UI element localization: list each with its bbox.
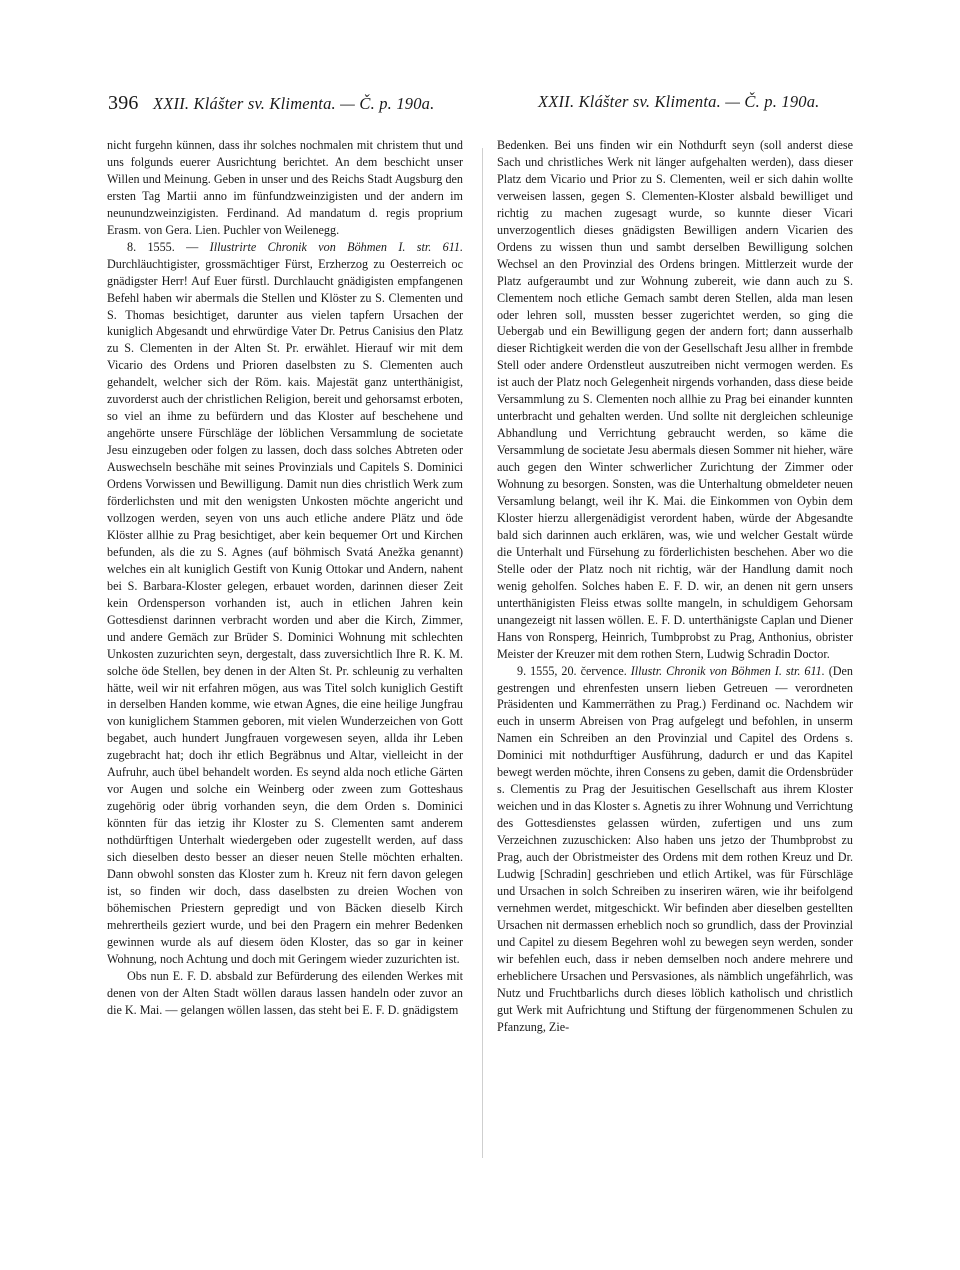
header-right bbox=[538, 92, 820, 112]
entry-8-lead: 8. 1555. — bbox=[127, 239, 210, 254]
right-column bbox=[497, 137, 853, 1036]
left-paragraph-2 bbox=[107, 239, 463, 968]
entry-8-text: Durchläuchtigister, grossmächtiger Fürst, Erzherzog zu Oesterreich oc gnädigster Herr! Auf Euer fürstl. Durchlaucht gnädigisten empfangenen Befehl haben wir abermals die Stellen und Klöster zu S. Clementen und S. Thomas besichtiget, darunter aus vielen tapfern Ursachen der kuniglich Abgesandt und ehrwürdige Vater Dr. Petrus Canisius den Platz zu S. Clementen in der Alten St. Pr. erwählet. Hierauf wir mit dem Vicario des Ordens und Prioren daselbsten zu S. Clementen auch gehandelt, welcher sich der Röm. kais. Majestät ganz unterthänigist, zuvorderst auch der christlichen Religion, bereit und gehorsamst erboten, so viel an ihme zu befürdern und das Kloster auf beschehene und angehörte unsere Fürschläge der löblichen Versammlung de societate Jesu einzugeben oder folgen zu lassen, doch dass solches Abtreten oder Auswechseln beschähe mit seines Provinzials und Capitels S. Dominici Ordens Vorwissen und Bewilligung. Damit nun dies christlich Werk zum förderlichsten und mit den wenigsten Unkosten möchte angericht und vollzogen werden, seyen von uns auch etliche andere Plätz und öde Klöster allhie zu Prag besichtiget, aber kein bequemer Ort und Kirchen befunden, als die zu S. Agnes (auf böhmisch Svatá Anežka genannt) welches ein alt kuniglich Gestift von Kunig Ottokar und Andern, nahent bei S. Barbara-Kloster gelegen, erbauet worden, darinnen dieser Zeit kein Ordensperson vorhanden ist, auch in etlichen Jahren kein Gottesdienst darinnen verbracht worden und aber die Kirch, Zimmer, und andere Gemäch zur Brüder S. Dominici Wohnung mit schlechten Unkosten zuzurichten seyn, dergestalt, dass zuversichtlich Ihre R. K. M. solche öde Stellen, bey denen in der Alten St. Pr. schleunig zu verhalten hätte, weil wir nit erfahren mögen, aus was Titel solch kuniglich Gestift in derselben Handen komme, wie etwan Agnes, die eine heilige Jungfrau von kuniglichem Stammen geboren, mit vielen Wunderzeichen von Gott begabet, auch hundert Jungfrauen vorgewesen seyen, allda ihr Leben zugebracht hat; doch ihr etlich Begräbnus und Altar, vielleicht in der Aufruhr, auch übel behandelt worden. Es seynd alda noch etliche Gärten vor Augen und solche ein Weinberg oder zween zum Gotteshaus zugehörig oder übrig vorhanden seyn, die dem Orden s. Dominici könnten für das ietzig ihr Kloster zu S. Clementen samt anderem nothdürftigen Unterhalt wiedergeben oder zugestellt werden, auf dass sich dieselben desto besser an dieser neuen Stelle möchten erhalten. Dann obwohl sonsten das Kloster zum h. Kreuz nit fern davon gelegen ist, so finden wir doch, dass daselbsten zu dreien Wochen von böhemischen Priestern gepredigt und von Bäcken dieselb Kirch mehrertheils geziert wurde, und bei den Pragern ein mehrer Bedenken gewinnen wurde als auf diesem öden Kloster, das so gar in keiner Wohnung, noch Achtung und doch mit Geringem wieder zuzurichten ist. bbox=[107, 256, 464, 966]
entry-9-text: (Den gestrengen und ehrenfesten unsern lieben Getreuen — verordneten Präsidenten und Kammerräthen zu Prag.) Ferdinand oc. Nachdem wir euch in unserm Abreisen von Prag aufgelegt und befohlen, in unserm Namen ein Schreiben an den Provinzial und Capitel des Ordens s. Dominici mit nothdurftiger Ausführung, dadurch er und das Kapitel bewegt werden möchte, ihren Consens zu geben, damit die Ordensbrüder s. Clementis zu Prag der Jesuitischen Gesellschaft aus ihrem Kloster weichen und in das Kloster s. Agnetis zu ihrer Wohnung und Verrichtung des Gottesdienstes gelassen würden, zufertigen und uns zum Verzeichnen zuzuschicken: Also haben uns jetzo der Thumbprobst zu Prag, auch der Obristmeister des Ordens mit dem rothen Kreuz und Dr. Ludwig [Schradin] geschrieben und etlich Artikel, was für Fürschläge und Ursachen in solch Schreiben zu inseriren wären, wie ihr beifolgend vernehmen werdet, mitgeschickt. Wir befinden aber dieselben gestellten Ursachen nit dermassen erheblich noch so grundlich, dass der Provinzial und Capitel zu diesem Begehren wohl zu bewegen seyn werden, sonder wir befehlen euch, dass ir neben demselben noch andere mehrere und erheblichere Ursachen und Persvasiones, als nämblich ungefährlich, was Nutz und Fruchtbarlichs durch dieses löblich katholisch und christlich gut Werk mit Aufrichtung und Stiftung der fürgenommenen Schulen zu Pfanzung, Zie- bbox=[497, 663, 854, 1034]
left-paragraph-1: nicht furgehn künnen, dass ihr solches nochmalen mit christem thut und uns folgunds euerer Ausrichtung berichtet. An dem beschicht unser Willen und Meinung. Geben in unser und des Reichs Stadt Augsburg den ersten Tag Martii anno im fünfundzweinzigisten und der andern im neunundzweinzigisten. Ferdinand. Ad mandatum d. regis proprium Erasm. von Gera. Lien. Puchler von Weilenegg. bbox=[107, 138, 463, 237]
header-left bbox=[108, 92, 434, 115]
page-header bbox=[108, 92, 820, 116]
right-paragraph-1: Bedenken. Bei uns finden wir ein Nothdurft seyn (soll anderst diese Sach und christliches Werk nit länger aufgehalten werden), dass dieser Platz dem Vicario und Prior zu S. Clementen, weil er sich dahin wollte verweisen lassen, gegen S. Clementen-Kloster alsbald bewilliget und richtig zu machen zugesagt wurde, so kunnte dieser Vicari unverzogentlich dieses gnädigsten Bewilligen andern Vicarien des Ordens zu wissen thun und sambt derselben Bewilligung solchen Wechsel an den Provinzial des Ordens bringen. Mittlerzeit wurde der Platz aufgeraumbt und zur Wohnung zubereit, wie dann auch zu S. Clementem noch etliche Gemach sambt deren Stellen, alda man lesen oder lehren soll, mussten besser zugerichtet werden, so ging die Uebergab und ein Bewilligung gegen der andern fort; dann ausserhalb dieser Richtigkeit werden die von der Gesellschaft Jesu allher in frembde Stell oder andere Ordenstleut auszutreiben nicht vermogen werden. Es ist auch der Platz noch Gelegenheit nirgends vorhanden, dass diese beide Versammlung zu S. Clementen noch allhie zu Prag bei einander kunnten unterbracht und gehalten werden. Und sollte nit dergleichen schleunige Abhandlung und Verrichtung gebraucht werden, so käme die Versammlung de societate Jesu abermals diesen Sommer nit hieher, wäre auch gegen den Winter schwerlicher Zurichtung der Zimmer oder Wohnung zu besorgen. Sonsten, was die Unterhaltung obmeldeter neuen Versamlung belangt, weil ihr K. Mai. die Einkommen von Oybin dem Kloster hierzu allergenädigist verordent haben, würde der Abgesandte bald sich darinnen auch erklären, was, wie und welcher Gestalt würde die Unterhalt und Fürsehung zu förderlichisten beschehen. Aber wo die Stelle oder der Platz noch nit richtig, wär der Handlung damit noch wenig geholfen. Solches haben E. F. D. wir, an denen nit gern unsers unterthänigisten Fleiss etwas sollte mangeln, in schuldigem Gehorsam unangezeigt nit lassen wöllen. E. F. D. unterthänigste Caplan und Diener Hans von Ronsperg, Heinrich, Tumbprobst zu Prag, Anthonius, obrister Meister der Kreuzer mit dem rothen Stern, Ludwig Schradin Doctor. bbox=[497, 138, 854, 661]
right-paragraph-2 bbox=[497, 663, 853, 1036]
column-divider bbox=[482, 148, 483, 1158]
entry-8-reference: Illustrirte Chronik von Böhmen I. str. 611. bbox=[209, 239, 464, 254]
page-number: 396 bbox=[108, 92, 139, 114]
right-running-title: XXII. Klášter sv. Klimenta. — Č. p. 190a. bbox=[538, 92, 820, 111]
entry-9-lead: 9. 1555, 20. července. bbox=[517, 663, 631, 678]
left-paragraph-3: Obs nun E. F. D. absbald zur Befürderung des eilenden Werkes mit denen von der Alten Stadt wöllen daraus lassen handeln oder zuvor an die K. Mai. — gelangen wöllen lassen, das steht bei E. F. D. gnädigstem bbox=[107, 968, 463, 1017]
left-running-title: XXII. Klášter sv. Klimenta. — Č. p. 190a. bbox=[152, 94, 435, 113]
left-column bbox=[107, 137, 463, 1019]
entry-9-reference: Illustr. Chronik von Böhmen I. str. 611. bbox=[630, 663, 825, 678]
